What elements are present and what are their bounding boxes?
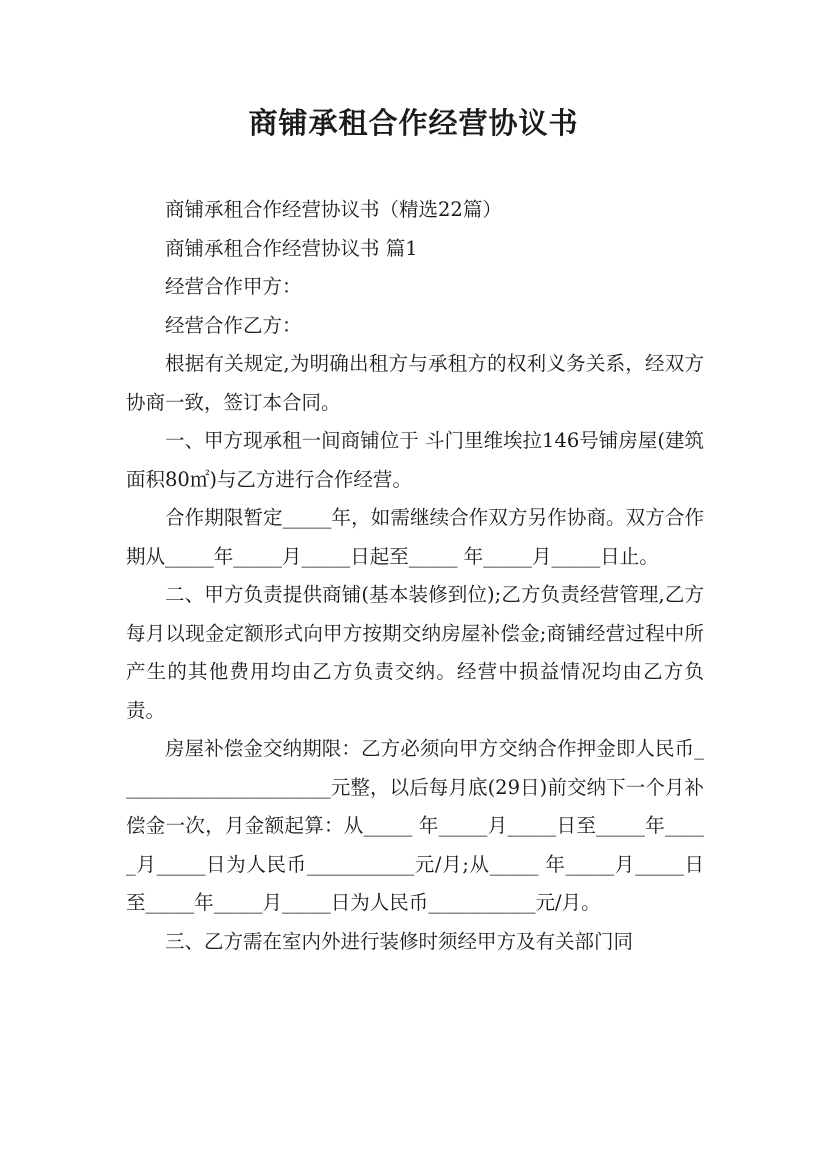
- paragraph-clause-1: 一、甲方现承租一间商铺位于 斗门里维埃拉146号铺房屋(建筑面积80㎡)与乙方进行合作经营。: [126, 429, 704, 491]
- paragraph-clause-2: 二、甲方负责提供商铺(基本装修到位);乙方负责经营管理,乙方每月以现金定额形式向甲方按期交纳房屋补偿金;商铺经营过程中所产生的其他费用均由乙方负责交纳。经营中损益情况均由乙方负责。: [126, 583, 704, 722]
- paragraph-clause-3: 三、乙方需在室内外进行装修时须经甲方及有关部门同: [165, 929, 634, 953]
- document-body: [126, 191, 704, 961]
- paragraph-payment: 房屋补偿金交纳期限：乙方必须向甲方交纳合作押金即人民币______________________元整，以后每月底(29日)前交纳下一个月补偿金一次，月金额起算：从_____ 年_____月_____日至_____年_____月_____日为人民币___________元/月;从_____ 年_____月_____日至_____年_____月_____日为人民币___________元/月。: [126, 737, 704, 914]
- paragraph-term: 合作期限暂定_____年，如需继续合作双方另作协商。双方合作期从_____年_____月_____日起至_____ 年_____月_____日止。: [126, 506, 704, 568]
- paragraph-party-b: 经营合作乙方：: [165, 313, 302, 337]
- paragraph-section-heading: 商铺承租合作经营协议书 篇1: [165, 236, 418, 260]
- paragraph-preamble: 根据有关规定,为明确出租方与承租方的权利义务关系，经双方协商一致，签订本合同。: [126, 352, 704, 414]
- paragraph-subtitle: 商铺承租合作经营协议书（精选22篇）: [165, 198, 502, 221]
- paragraph-party-a: 经营合作甲方：: [165, 275, 302, 298]
- document-title: 商铺承租合作经营协议书: [248, 106, 579, 140]
